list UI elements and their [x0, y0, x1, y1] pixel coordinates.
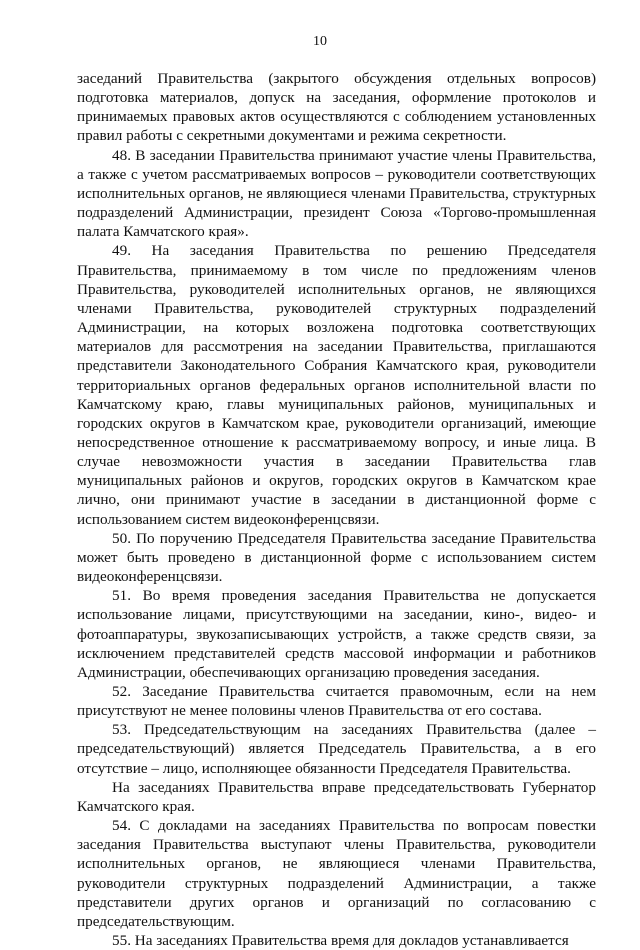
document-body	[77, 69, 596, 950]
paragraph-55: 55. На заседаниях Правительства время для докладов устанавливается	[112, 932, 569, 950]
paragraph-52: 52. Заседание Правительства считается правомочным, если на нем присутствуют не менее половины членов Правительства от его состава.	[77, 683, 596, 720]
page-number: 10	[313, 34, 327, 49]
paragraph-53: 53. Председательствующим на заседаниях Правительства (далее – председательствующий) является Председатель Правительства, а в его отсутствие – лицо, исполняющее обязанности Председателя Правительства.	[77, 721, 596, 777]
paragraph-continuation: заседаний Правительства (закрытого обсуждения отдельных вопросов) подготовка материалов, допуск на заседания, оформление протоколов и принимаемых правовых актов осуществляются с соблюдением установленных правил работы с секретными документами и режима секретности.	[77, 70, 596, 145]
paragraph-48: 48. В заседании Правительства принимают участие члены Правительства, а также с учетом рассматриваемых вопросов – руководители соответствующих исполнительных органов, не являющиеся членами Правительства, структурных подразделений Администрации, президент Союза «Торгово-промышленная палата Камчатского края».	[77, 146, 596, 241]
paragraph-50: 50. По поручению Председателя Правительства заседание Правительства может быть проведено в дистанционной форме с использованием систем видеоконференцсвязи.	[77, 529, 596, 586]
paragraph-53-governor: На заседаниях Правительства вправе председательствовать Губернатор Камчатского края.	[77, 778, 596, 815]
paragraph-51: 51. Во время проведения заседания Правительства не допускается использование лицами, присутствующими на заседании, кино-, видео- и фотоаппаратуры, звукозаписывающих устройств, а также средств связи, за исключением представителей средств массовой информации и работников Администрации, обеспечивающих организацию проведения заседания.	[77, 587, 596, 681]
paragraph-49: 49. На заседания Правительства по решению Председателя Правительства, принимаемому в том числе по предложениям членов Правительства, руководителей исполнительных органов, не являющихся членами Правительства, руководителей структурных подразделений Администрации, на которых возложена подготовка соответствующих материалов для рассмотрения на заседании Правительства, приглашаются представители Законодательного Собрания Камчатского края, руководители территориальных органов федеральных органов исполнительной власти по Камчатскому краю, главы муниципальных районов, муниципальных и городских округов в Камчатском крае, руководители организаций, имеющие непосредственное отношение к рассматриваемому вопросу, и иные лица. В случае невозможности участия в заседании Правительства глав муниципальных районов и округов, городских округов в Камчатском крае лично, они принимают участие в заседании в дистанционной форме с использованием систем видеоконференцсвязи.	[77, 242, 596, 528]
paragraph-54: 54. С докладами на заседаниях Правительства по вопросам повестки заседания Правительства выступают члены Правительства, руководители исполнительных органов, не являющиеся членами Правительства, руководители структурных подразделений Администрации, а также представители других органов и организаций по согласованию с председательствующим.	[77, 817, 596, 930]
